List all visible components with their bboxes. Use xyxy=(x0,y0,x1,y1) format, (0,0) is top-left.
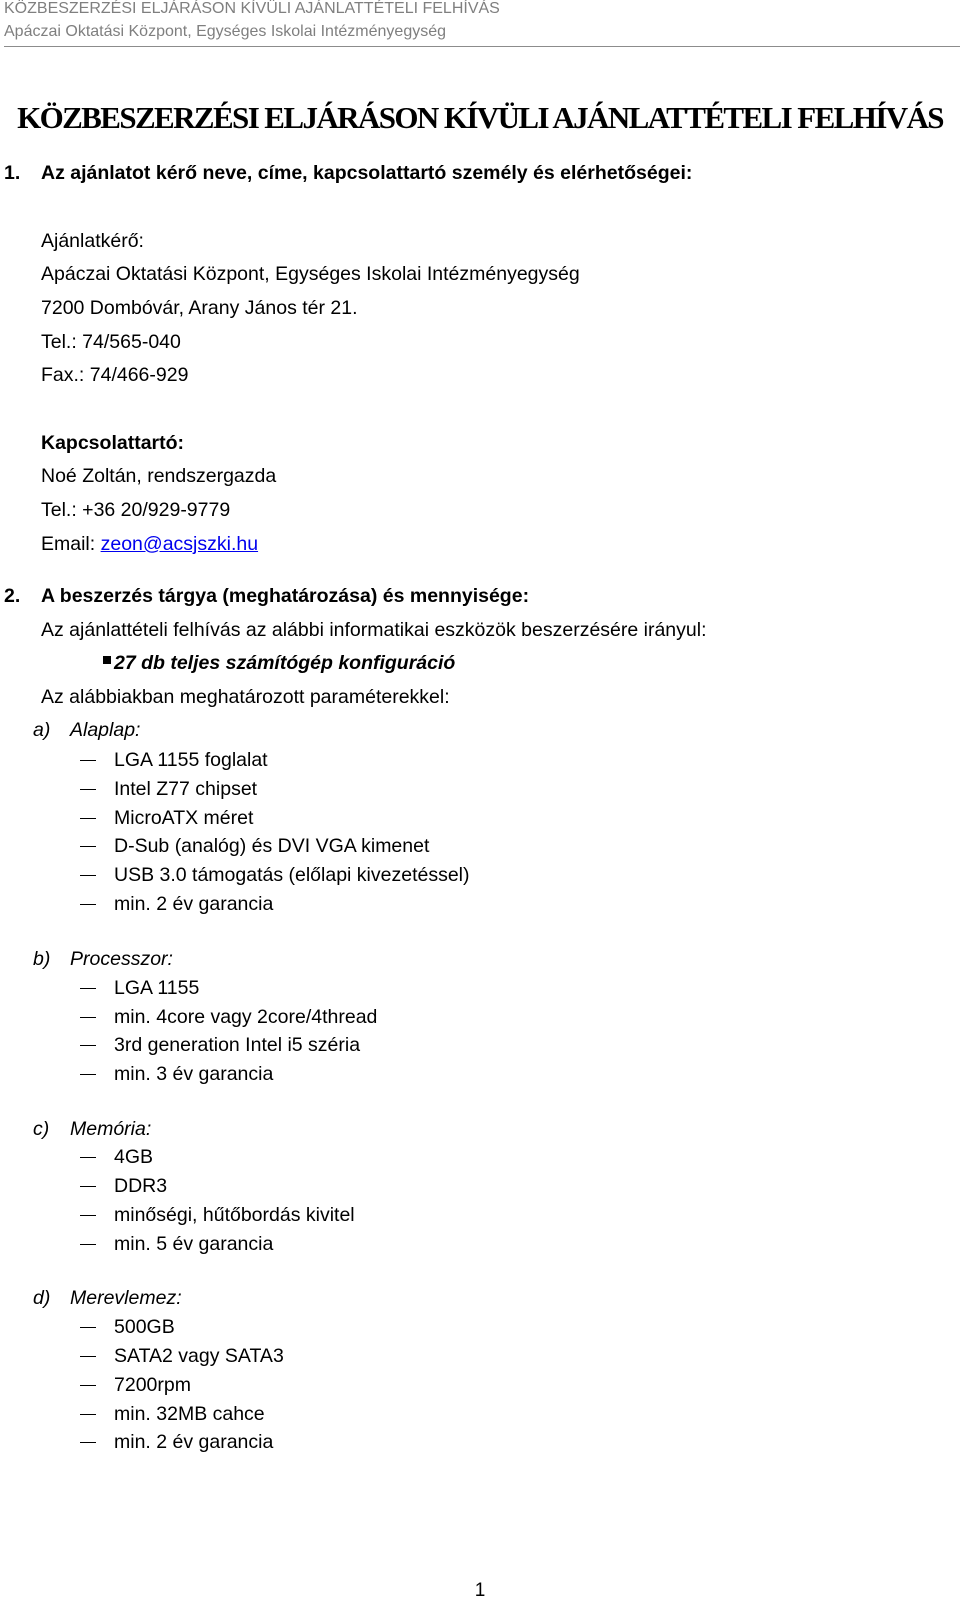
page-number: 1 xyxy=(474,1580,486,1601)
list-item: Intel Z77 chipset xyxy=(114,778,258,800)
dash-icon xyxy=(80,1186,96,1187)
dash-icon xyxy=(80,1244,96,1245)
requester-tel: Tel.: 74/565-040 xyxy=(41,331,181,353)
list-item: minőségi, hűtőbordás kivitel xyxy=(114,1204,355,1226)
params-intro: Az alábbiakban meghatározott paraméterekkel: xyxy=(41,686,450,708)
dash-icon xyxy=(80,1327,96,1328)
dash-icon xyxy=(80,1385,96,1386)
list-item: DDR3 xyxy=(114,1175,168,1197)
dash-icon xyxy=(80,1017,96,1018)
dash-icon xyxy=(80,1442,96,1443)
group-letter: b) xyxy=(33,948,51,970)
requester-name: Apáczai Oktatási Központ, Egységes Iskolai Intézményegység xyxy=(41,263,580,285)
email-link[interactable]: zeon@acsjszki.hu xyxy=(100,533,259,555)
dash-icon xyxy=(80,846,96,847)
list-item: USB 3.0 támogatás (előlapi kivezetéssel) xyxy=(114,864,470,886)
list-item: LGA 1155 xyxy=(114,977,200,999)
dash-icon xyxy=(80,988,96,989)
contact-email xyxy=(41,532,258,556)
dash-icon xyxy=(80,1157,96,1158)
list-item: SATA2 vagy SATA3 xyxy=(114,1345,284,1367)
group-letter: c) xyxy=(33,1118,50,1140)
dash-icon xyxy=(80,1045,96,1046)
list-item: min. 32MB cahce xyxy=(114,1403,265,1425)
list-item: min. 5 év garancia xyxy=(114,1233,274,1255)
group-title: Memória: xyxy=(70,1118,152,1140)
dash-icon xyxy=(80,789,96,790)
section-2-intro: Az ajánlattételi felhívás az alábbi informatikai eszközök beszerzésére irányul: xyxy=(41,619,707,641)
dash-icon xyxy=(80,818,96,819)
list-item: 3rd generation Intel i5 széria xyxy=(114,1034,361,1056)
group-letter: d) xyxy=(33,1287,51,1309)
dash-icon xyxy=(80,1414,96,1415)
list-item: min. 2 év garancia xyxy=(114,893,274,915)
contact-tel: Tel.: +36 20/929-9779 xyxy=(41,499,231,521)
list-item: 500GB xyxy=(114,1316,175,1338)
group-title: Processzor: xyxy=(70,948,173,970)
email-label: Email: xyxy=(41,533,101,555)
dash-icon xyxy=(80,760,96,761)
section-1-heading: Az ajánlatot kérő neve, címe, kapcsolattartó személy és elérhetőségei: xyxy=(41,162,693,184)
list-item: LGA 1155 foglalat xyxy=(114,749,268,771)
list-item: D-Sub (analóg) és DVI VGA kimenet xyxy=(114,835,430,857)
section-2-heading: A beszerzés tárgya (meghatározása) és mennyisége: xyxy=(41,585,530,607)
dash-icon xyxy=(80,1215,96,1216)
group-title: Alaplap: xyxy=(70,719,141,741)
page-header xyxy=(4,0,960,47)
requester-label: Ajánlatkérő: xyxy=(41,230,144,252)
list-item: min. 4core vagy 2core/4thread xyxy=(114,1006,378,1028)
contact-name: Noé Zoltán, rendszergazda xyxy=(41,465,277,487)
section-2-number: 2. xyxy=(4,585,21,607)
section-1-number: 1. xyxy=(4,162,21,184)
header-title: KÖZBESZERZÉSI ELJÁRÁSON KÍVÜLI AJÁNLATTÉTELI FELHÍVÁS xyxy=(4,0,500,17)
dash-icon xyxy=(80,1074,96,1075)
square-bullet-icon xyxy=(103,656,111,664)
header-subtitle: Apáczai Oktatási Központ, Egységes Iskolai Intézményegység xyxy=(4,23,447,40)
list-item: MicroATX méret xyxy=(114,807,254,829)
document-title: KÖZBESZERZÉSI ELJÁRÁSON KÍVÜLI AJÁNLATTÉTELI FELHÍVÁS xyxy=(17,100,943,135)
list-item: min. 3 év garancia xyxy=(114,1063,274,1085)
list-item: 7200rpm xyxy=(114,1374,191,1396)
dash-icon xyxy=(80,1356,96,1357)
contact-label: Kapcsolattartó: xyxy=(41,432,185,454)
dash-icon xyxy=(80,875,96,876)
list-item: 4GB xyxy=(114,1146,154,1168)
requester-address: 7200 Dombóvár, Arany János tér 21. xyxy=(41,297,358,319)
list-item: min. 2 év garancia xyxy=(114,1431,274,1453)
group-letter: a) xyxy=(33,719,51,741)
dash-icon xyxy=(80,904,96,905)
group-title: Merevlemez: xyxy=(70,1287,182,1309)
requester-fax: Fax.: 74/466-929 xyxy=(41,364,189,386)
bullet-item: 27 db teljes számítógép konfiguráció xyxy=(114,652,456,674)
